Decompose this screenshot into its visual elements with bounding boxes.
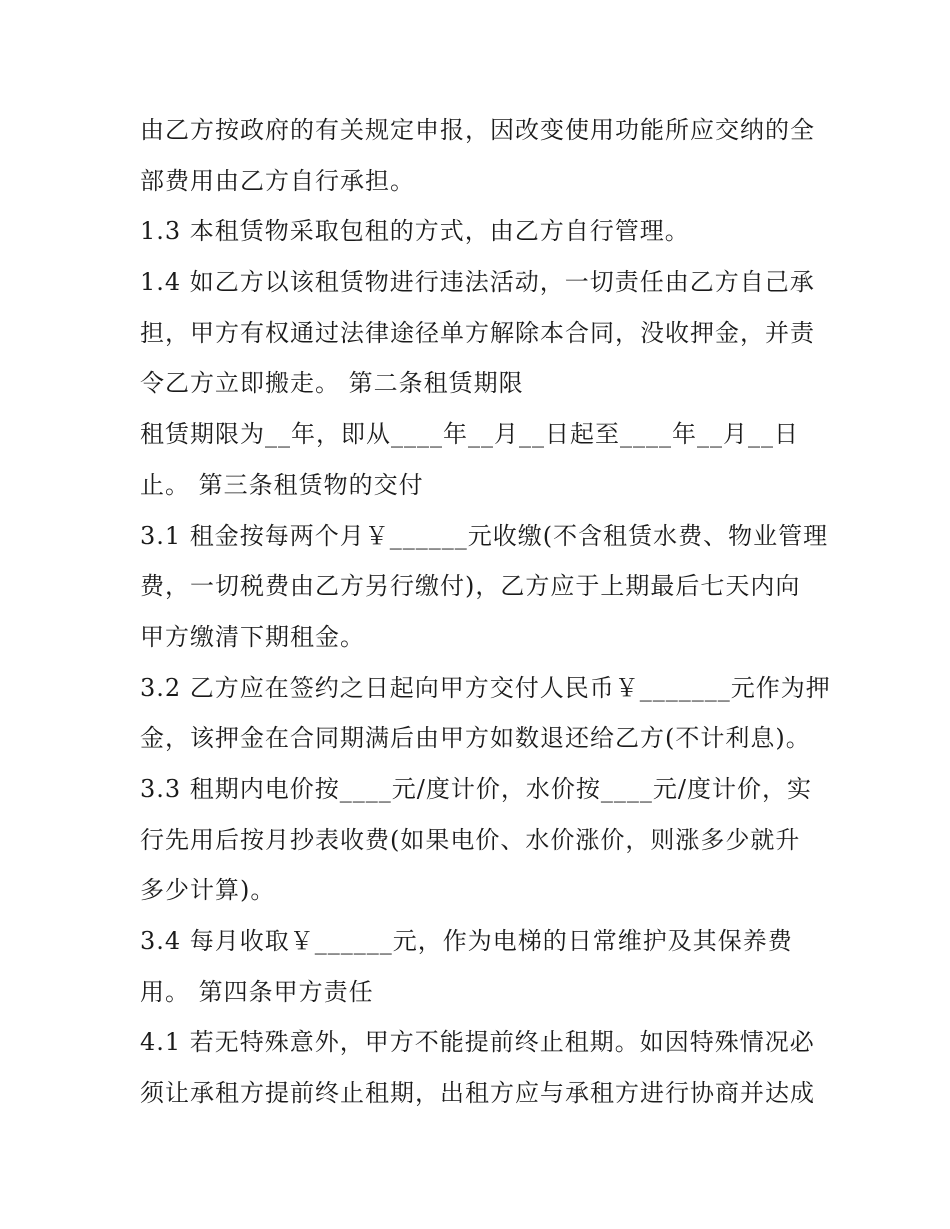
text-line: 多少计算)。: [140, 876, 276, 905]
text-line: 费，一切税费由乙方另行缴付)，乙方应于上期最后七天内向: [140, 572, 801, 601]
text-line: 用。 第四条甲方责任: [140, 977, 374, 1006]
clause-1-3: 1.3 本租赁物采取包租的方式，由乙方自行管理。: [140, 217, 690, 246]
lease-term-line: 租赁期限为__年，即从____年__月__日起至____年__月__日: [140, 420, 799, 449]
clause-3-3: 3.3 租期内电价按____元/度计价，水价按____元/度计价，实: [140, 774, 812, 803]
text-line: 甲方缴清下期租金。: [140, 622, 365, 651]
clause-4-1: 4.1 若无特殊意外，甲方不能提前终止租期。如因特殊情况必: [140, 1028, 815, 1057]
text-line: 由乙方按政府的有关规定申报，因改变使用功能所应交纳的全: [140, 116, 815, 144]
text-line: 止。 第三条租赁物的交付: [140, 470, 424, 499]
clause-3-1: 3.1 租金按每两个月￥______元收缴(不含租赁水费、物业管理: [140, 521, 829, 550]
text-line: 部费用由乙方自行承担。: [140, 166, 415, 195]
clause-1-4: 1.4 如乙方以该租赁物进行违法活动，一切责任由乙方自己承: [140, 268, 815, 297]
text-line: 令乙方立即搬走。 第二条租赁期限: [140, 369, 524, 398]
clause-3-4: 3.4 每月收取￥______元，作为电梯的日常维护及其保养费: [140, 927, 793, 955]
contract-text: [140, 110, 830, 1124]
text-line: 行先用后按月抄表收费(如果电价、水价涨价，则涨多少就升: [140, 825, 801, 854]
text-line: 金，该押金在合同期满后由甲方如数退还给乙方(不计利息)。: [140, 724, 811, 753]
text-line: 担，甲方有权通过法律途径单方解除本合同，没收押金，并责: [140, 318, 815, 347]
text-line: 须让承租方提前终止租期，出租方应与承租方进行协商并达成: [140, 1079, 815, 1108]
clause-3-2: 3.2 乙方应在签约之日起向甲方交付人民币￥_______元作为押: [140, 673, 831, 702]
